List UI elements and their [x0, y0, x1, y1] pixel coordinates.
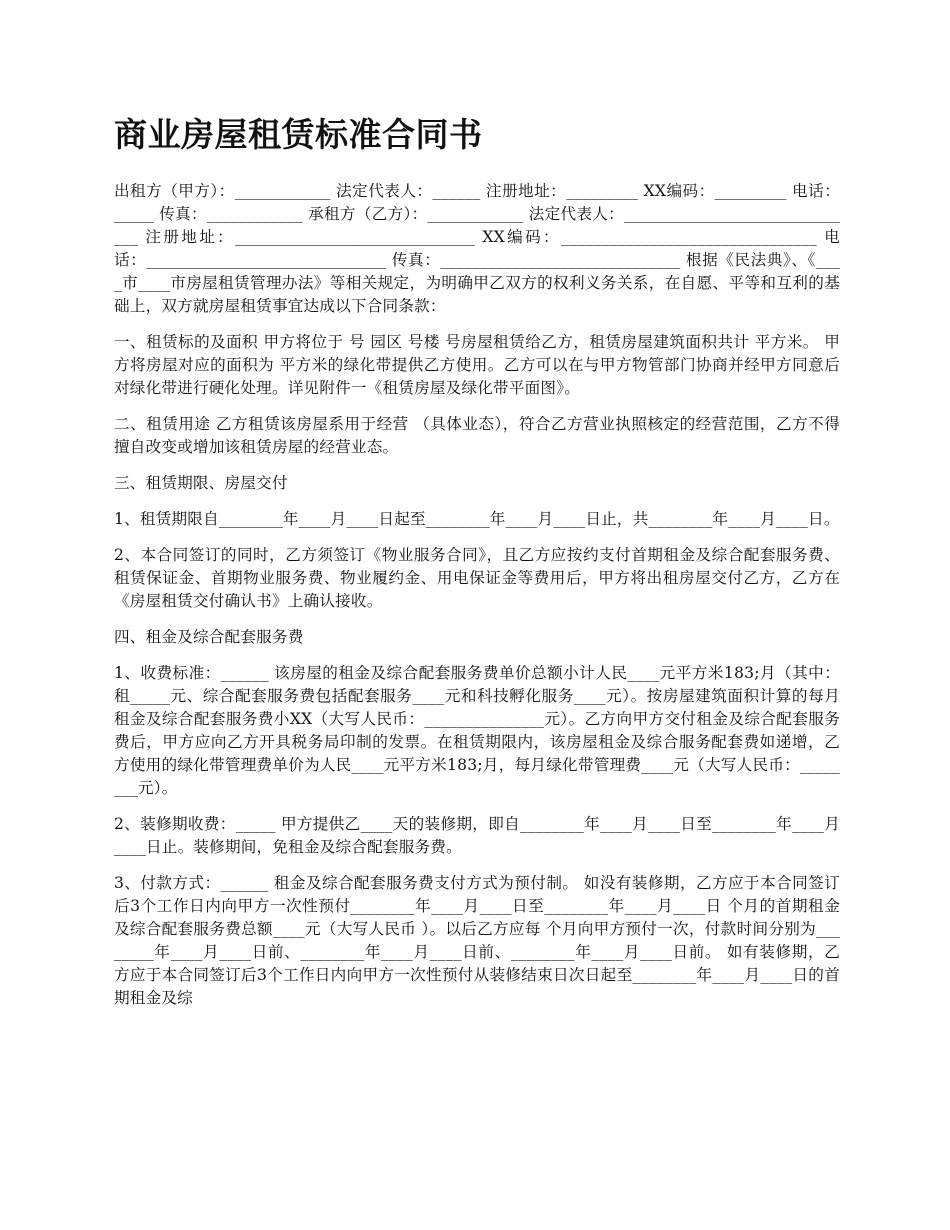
document-title: 商业房屋租赁标准合同书	[114, 115, 483, 154]
paragraph-lease-period: 1、租赁期限自________年____月____日起至________年____月____日止，共________年____月____日。	[114, 510, 840, 528]
paragraph-fee-standard: 1、收费标准：______ 该房屋的租金及综合配套服务费单价总额小计人民____元平方米183;月（其中：租_____元、综合配套服务费包括配套服务____元和科技孵化服务____元）。按房屋建筑面积计算的每月租金及综合配套服务费小XX（大写人民币：_______________元）。乙方向甲方交付租金及综合配套服务费后，甲方应向乙方开具税务局印制的发票。在租赁期限内，该房屋租金及综合服务配套费如递增，乙方使用的绿化带管理费单价为人民____元平方米183;月，每月绿化带管理费____元（大写人民币：________元）。	[114, 664, 840, 797]
contract-page	[114, 112, 840, 1023]
paragraph-decoration-fee: 2、装修期收费：_____ 甲方提供乙____天的装修期，即自________年____月____日至________年____月____日止。装修期间，免租金及综合配套服务费。	[114, 815, 840, 856]
paragraph-payment-method: 3、付款方式：______ 租金及综合配套服务费支付方式为预付制。 如没有装修期，乙方应于本合同签订后3个工作日内向甲方一次性预付________年____月____日至________年____月____日 个月的首期租金及综合配套服务费总额____元（大写人民币 ）。以后乙方应每 个月向甲方预付一次，付款时间分别为________年____月____日前、________年____月____日前、________年____月____日前。 如有装修期，乙方应于本合同签订后3个工作日内向甲方一次性预付从装修结束日次日起至________年____月____日的首期租金及综	[114, 874, 840, 1007]
paragraph-lease-purpose: 二、租赁用途 乙方租赁该房屋系用于经营 （具体业态），符合乙方营业执照核定的经营范围，乙方不得擅自改变或增加该租赁房屋的经营业态。	[114, 415, 840, 456]
paragraph-lease-object: 一、租赁标的及面积 甲方将位于 号 园区 号楼 号房屋租赁给乙方，租赁房屋建筑面积共计 平方米。 甲方将房屋对应的面积为 平方米的绿化带提供乙方使用。乙方可以在与甲方物管部门协商并经甲方同意后对绿化带进行硬化处理。详见附件一《租赁房屋及绿化带平面图》。	[114, 333, 840, 397]
paragraph-handover: 2、本合同签订的同时，乙方须签订《物业服务合同》，且乙方应按约支付首期租金及综合配套服务费、租赁保证金、首期物业服务费、物业履约金、用电保证金等费用后，甲方将出租房屋交付乙方，乙方在《房屋租赁交付确认书》上确认接收。	[114, 546, 840, 610]
paragraph-parties: 出租方（甲方）：____________ 法定代表人：______ 注册地址：_________ XX编码：_________ 电话：_____ 传真：____________ 承租方（乙方）：____________ 法定代表人：______________________________ 注册地址：______________________________ XX编码：________________________________ 电话：______________________________ 传真：______________________________ 根据《民法典》、《____市____市房屋租赁管理办法》等相关规定，为明确甲乙双方的权利义务关系，在自愿、平等和互利的基础上，双方就房屋租赁事宜达成以下合同条款：	[114, 182, 840, 315]
section-heading-rent: 四、租金及综合配套服务费	[114, 628, 304, 646]
section-heading-term: 三、租赁期限、房屋交付	[114, 474, 288, 492]
